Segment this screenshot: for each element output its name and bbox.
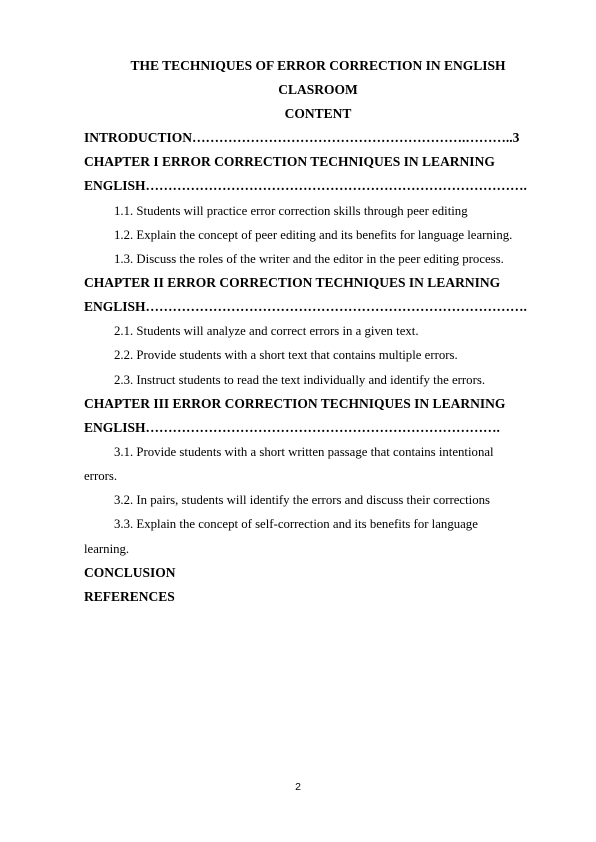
toc-item-2-1: 2.1. Students will analyze and correct errors in a given text.	[114, 324, 419, 338]
toc-item-1-1: 1.1. Students will practice error correction skills through peer editing	[114, 204, 468, 218]
toc-item-3-3: 3.3. Explain the concept of self-correction and its benefits for language	[114, 517, 478, 531]
toc-introduction: INTRODUCTION…………………………………………………….………..3	[84, 130, 520, 145]
toc-item-3-1-cont: errors.	[84, 469, 118, 483]
content-heading: CONTENT	[284, 106, 352, 121]
toc-chapter-2-title: CHAPTER II ERROR CORRECTION TECHNIQUES IN LEARNING	[84, 275, 501, 290]
document-title-line-2: CLASROOM	[278, 82, 358, 97]
toc-chapter-2-title-cont: ENGLISH………………………………………………………………………….	[84, 299, 527, 314]
toc-item-1-3: 1.3. Discuss the roles of the writer and the editor in the peer editing process.	[114, 252, 504, 266]
toc-item-3-2: 3.2. In pairs, students will identify the errors and discuss their corrections	[114, 493, 491, 507]
toc-chapter-3-title: CHAPTER III ERROR CORRECTION TECHNIQUES IN LEARNING	[84, 396, 506, 411]
toc-references: REFERENCES	[84, 589, 175, 604]
toc-chapter-3-title-cont: ENGLISH…………………………………………………………………….	[84, 420, 500, 435]
page-number: 2	[295, 781, 301, 793]
document-title-line-1: THE TECHNIQUES OF ERROR CORRECTION IN ENGLISH	[130, 58, 506, 73]
toc-item-3-1: 3.1. Provide students with a short written passage that contains intentional	[114, 445, 494, 459]
toc-item-2-3: 2.3. Instruct students to read the text individually and identify the errors.	[114, 373, 486, 387]
toc-chapter-1-title-cont: ENGLISH………………………………………………………………………….	[84, 178, 527, 193]
toc-item-3-3-cont: learning.	[84, 542, 130, 556]
toc-item-1-2: 1.2. Explain the concept of peer editing and its benefits for language learning.	[114, 228, 513, 242]
toc-chapter-1-title: CHAPTER I ERROR CORRECTION TECHNIQUES IN LEARNING	[84, 154, 495, 169]
toc-item-2-2: 2.2. Provide students with a short text that contains multiple errors.	[114, 348, 458, 362]
toc-conclusion: CONCLUSION	[84, 565, 176, 580]
